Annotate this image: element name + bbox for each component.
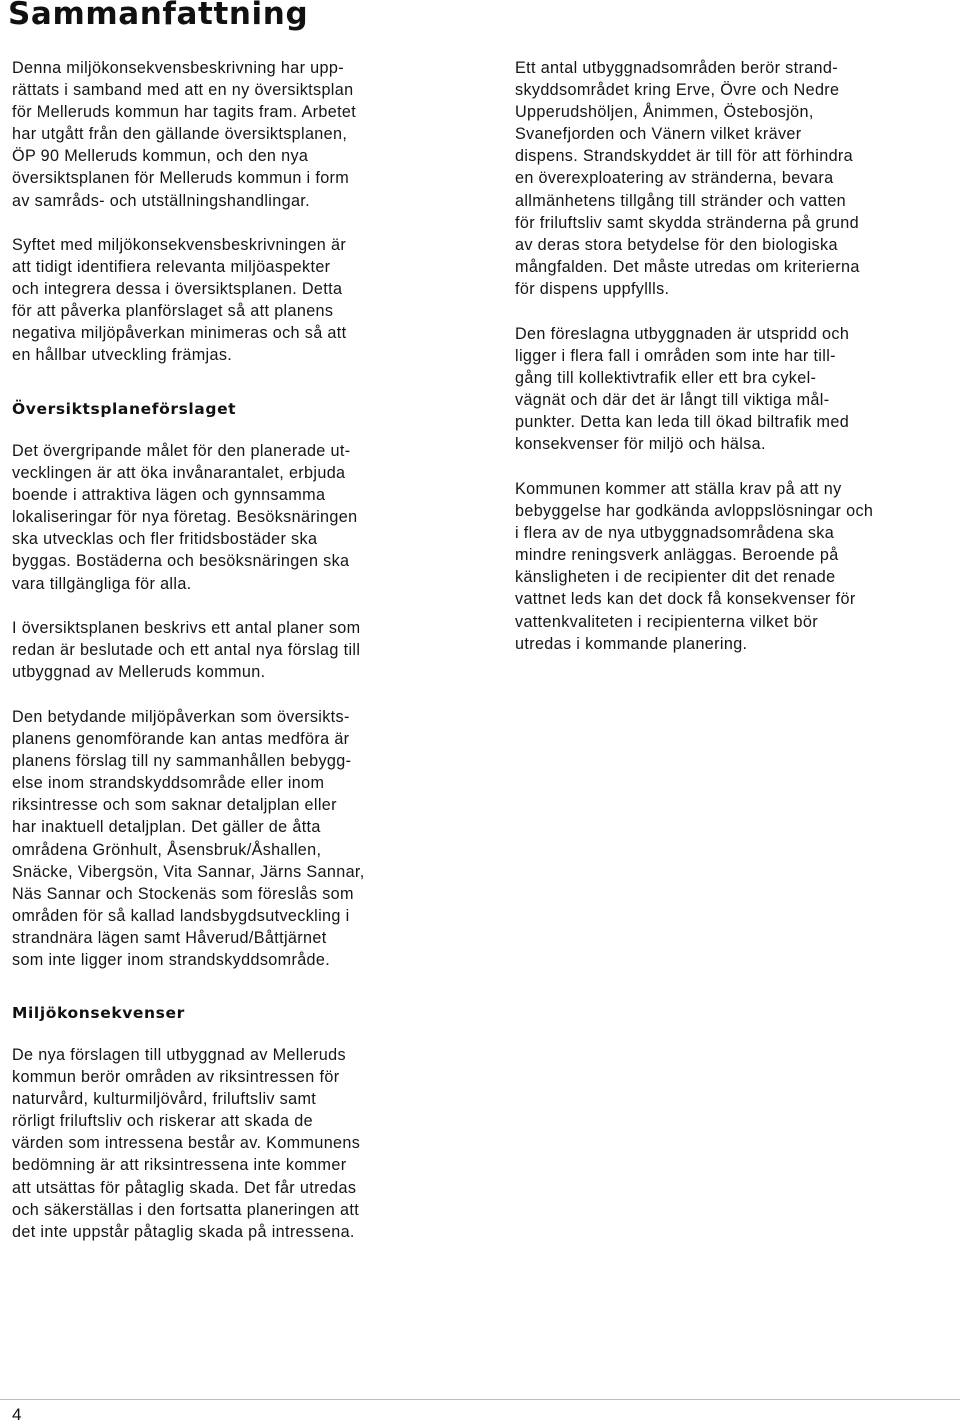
right-paragraph-3: Kommunen kommer att ställa krav på att ny bebyggelse har godkända avloppslösningar och i flera av de nya utbyggnadsområdena ska mindre reningsverk anläggas. Beroende på känsligheten i de recipienter dit det renade vattnet leds kan det dock få konsekvenser för vattenkvaliteten i recipienterna vilket bör utredas i kommande planering.	[515, 480, 874, 653]
section-heading-miljokonsekvenser: Miljökonsekvenser	[12, 1004, 185, 1022]
intro-paragraph-2: Syftet med miljökonsekvensbeskrivningen är att tidigt identifiera relevanta miljöaspekter och integrera dessa i översiktsplanen. Detta för att påverka planförslaget så att planens negativa miljöpåverkan minimeras och så att en hållbar utveckling främjas.	[12, 236, 347, 365]
consequences-paragraph-1: De nya förslagen till utbyggnad av Melleruds kommun berör områden av riksintressen för naturvård, kulturmiljövård, friluftsliv samt rörligt friluftsliv och riskerar att skada de värden som intressena består av. Kommunens bedömning är att riksintressena inte kommer att utsättas för påtaglig skada. Det får utredas och säkerställas i den fortsatta planeringen att det inte uppstår påtaglig skada på intressena.	[12, 1046, 361, 1241]
footer-divider	[0, 1399, 960, 1400]
section-heading-oversiktsplaneforslaget: Översiktsplaneförslaget	[12, 400, 237, 418]
intro-paragraph-1: Denna miljökonsekvensbeskrivning har upp- rättats i samband med att en ny översiktsplan för Melleruds kommun har tagits fram. Arbetet har utgått från den gällande översiktsplanen, ÖP 90 Melleruds kommun, och den nya översiktsplanen för Melleruds kommun i form av samråds- och utställningshandlingar.	[12, 59, 357, 210]
plan-paragraph-3: Den betydande miljöpåverkan som översikts- planens genomförande kan antas medföra är planens förslag till ny sammanhållen bebygg- else inom strandskyddsområde eller inom riksintresse och som saknar detaljplan eller har inaktuell detaljplan. Det gäller de åtta områdena Grönhult, Åsensbruk/Åshallen, Snäcke, Vibergsön, Vita Sannar, Järns Sannar, Näs Sannar och Stockenäs som föreslås som områden för så kallad landsbygdsutveckling i strandnära lägen samt Håverud/Båttjärnet som inte ligger inom strandskyddsområde.	[12, 708, 365, 970]
plan-paragraph-2: I översiktsplanen beskrivs ett antal planer som redan är beslutade och ett antal nya förslag till utbyggnad av Melleruds kommun.	[12, 619, 361, 682]
plan-paragraph-1: Det övergripande målet för den planerade ut- vecklingen är att öka invånarantalet, erbjuda boende i attraktiva lägen och gynnsamma lokaliseringar för nya företag. Besöksnäringen ska utvecklas och fler fritidsbostäder ska byggas. Bostäderna och besöksnäringen ska vara tillgängliga för alla.	[12, 442, 358, 593]
page-title: Sammanfattning	[8, 0, 309, 32]
right-paragraph-1: Ett antal utbyggnadsområden berör strand- skyddsområdet kring Erve, Övre och Nedre Upperudshöljen, Ånimmen, Östebosjön, Svanefjorden och Vänern vilket kräver dispens. Strandskyddet är till för att förhindra en överexploatering av stränderna, bevara allmänhetens tillgång till stränder och vatten för friluftsliv samt skydda stränderna på grund av deras stora betydelse för den biologiska mångfalden. Det måste utredas om kriterierna för dispens uppfyllls.	[515, 59, 860, 298]
right-paragraph-2: Den föreslagna utbyggnaden är utspridd och ligger i flera fall i områden som inte har till- gång till kollektivtrafik eller ett bra cykel- vägnät och där det är långt till viktiga mål- punkter. Detta kan leda till ökad biltrafik med konsekvenser för miljö och hälsa.	[515, 325, 850, 454]
page-number: 4	[12, 1405, 22, 1424]
